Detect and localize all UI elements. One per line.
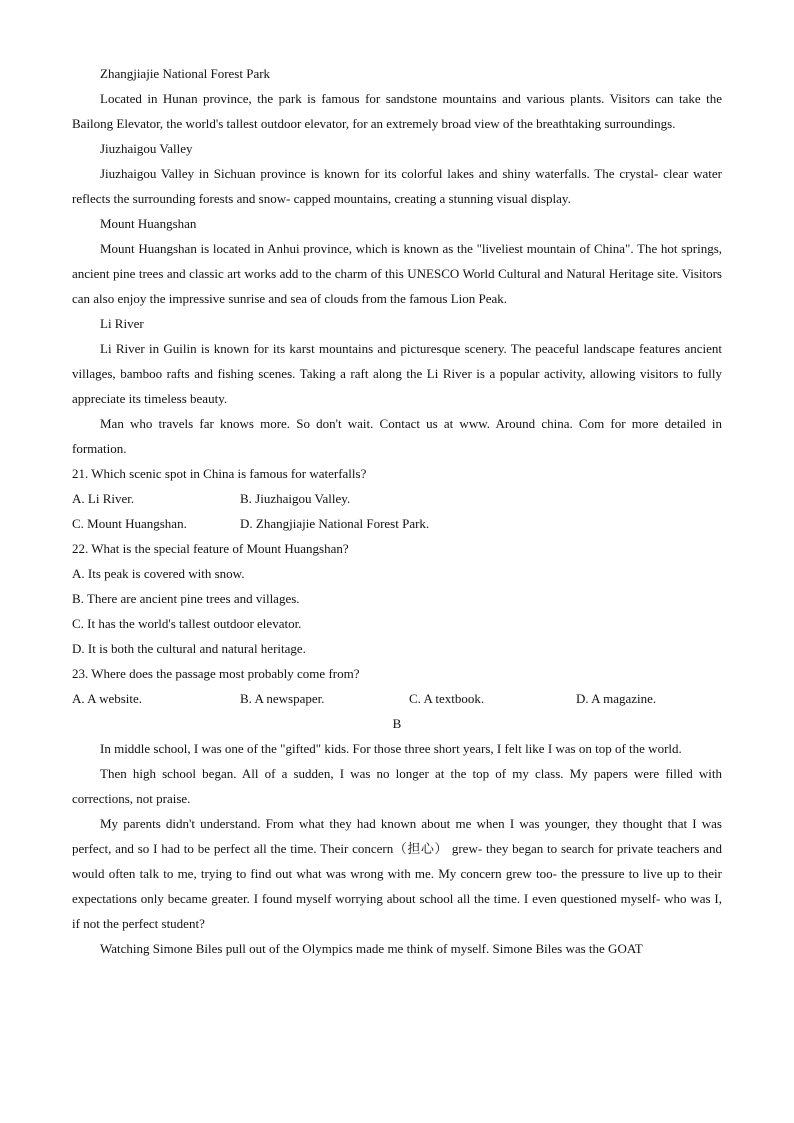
spot-description-zhangjiajie: Located in Hunan province, the park is famous for sandstone mountains and various plants. Visitors can take the Bailong Elevator, the world's tallest outdoor elevator, for an extremely broad view of the breathtaking surroundings. bbox=[72, 91, 722, 131]
passage-b bbox=[72, 736, 722, 961]
question-stem: 22. What is the special feature of Mount Huangshan? bbox=[72, 541, 349, 556]
option-a: A. Its peak is covered with snow. bbox=[72, 566, 245, 581]
spot-description-jiuzhaigou: Jiuzhaigou Valley in Sichuan province is known for its colorful lakes and shiny waterfalls. The crystal- clear water reflects the surrounding forests and snow- capped mountains, creating a stunning visual display. bbox=[72, 166, 722, 206]
question-stem: 21. Which scenic spot in China is famous for waterfalls? bbox=[72, 466, 367, 481]
option-a: A. A website. bbox=[72, 691, 143, 706]
option-c: C. It has the world's tallest outdoor elevator. bbox=[72, 616, 302, 631]
passage-b-paragraph: Watching Simone Biles pull out of the Olympics made me think of myself. Simone Biles was the GOAT bbox=[100, 941, 643, 956]
passage-b-paragraph: Then high school began. All of a sudden, I was no longer at the top of my class. My papers were filled with corrections, not praise. bbox=[72, 766, 722, 806]
option-d: D. It is both the cultural and natural heritage. bbox=[72, 641, 306, 656]
option-c: C. Mount Huangshan. bbox=[72, 516, 187, 531]
question-22 bbox=[72, 536, 722, 661]
document-page bbox=[72, 61, 722, 961]
option-a: A. Li River. bbox=[72, 491, 135, 506]
spot-description-li-river: Li River in Guilin is known for its karst mountains and picturesque scenery. The peaceful landscape features ancient villages, bamboo rafts and fishing scenes. Taking a raft along the Li River is a popular activity, allowing visitors to fully appreciate its timeless beauty. bbox=[72, 341, 722, 406]
spot-description-huangshan: Mount Huangshan is located in Anhui province, which is known as the "liveliest mountain of China". The hot springs, ancient pine trees and classic art works add to the charm of this UNESCO World Cultural and Natural Heritage site. Visitors can also enjoy the impressive sunrise and sea of clouds from the famous Lion Peak. bbox=[72, 241, 722, 306]
section-label-b: B bbox=[392, 716, 402, 731]
spot-heading-li-river: Li River bbox=[100, 316, 144, 331]
option-b: B. There are ancient pine trees and villages. bbox=[72, 591, 300, 606]
spot-heading-huangshan: Mount Huangshan bbox=[100, 216, 197, 231]
spot-heading-jiuzhaigou: Jiuzhaigou Valley bbox=[100, 141, 193, 156]
options-row bbox=[72, 686, 722, 711]
closing-paragraph: Man who travels far knows more. So don't wait. Contact us at www. Around china. Com for more detailed in formation. bbox=[72, 416, 722, 456]
option-b: B. A newspaper. bbox=[240, 691, 325, 706]
options-row bbox=[72, 511, 722, 536]
option-c: C. A textbook. bbox=[409, 691, 485, 706]
option-b: B. Jiuzhaigou Valley. bbox=[240, 491, 351, 506]
question-23 bbox=[72, 661, 722, 711]
passage-b-paragraph: My parents didn't understand. From what they had known about me when I was younger, they thought that I was perfect, and so I had to be perfect all the time. Their concern（担心） grew- they began to search for private teachers and would often talk to me, trying to find out what was wrong with me. My concern grew too- the pressure to live up to their expectations only became greater. I found myself worrying about school all the time. I even questioned myself- who was I, if not the perfect student? bbox=[72, 816, 722, 931]
passage-b-paragraph: In middle school, I was one of the "gifted" kids. For those three short years, I felt like I was on top of the world. bbox=[100, 741, 682, 756]
question-stem: 23. Where does the passage most probably come from? bbox=[72, 666, 360, 681]
option-d: D. Zhangjiajie National Forest Park. bbox=[240, 516, 430, 531]
passage-a bbox=[72, 61, 722, 461]
spot-heading-zhangjiajie: Zhangjiajie National Forest Park bbox=[100, 66, 271, 81]
options-row bbox=[72, 486, 722, 511]
option-d: D. A magazine. bbox=[576, 691, 657, 706]
question-21 bbox=[72, 461, 722, 536]
